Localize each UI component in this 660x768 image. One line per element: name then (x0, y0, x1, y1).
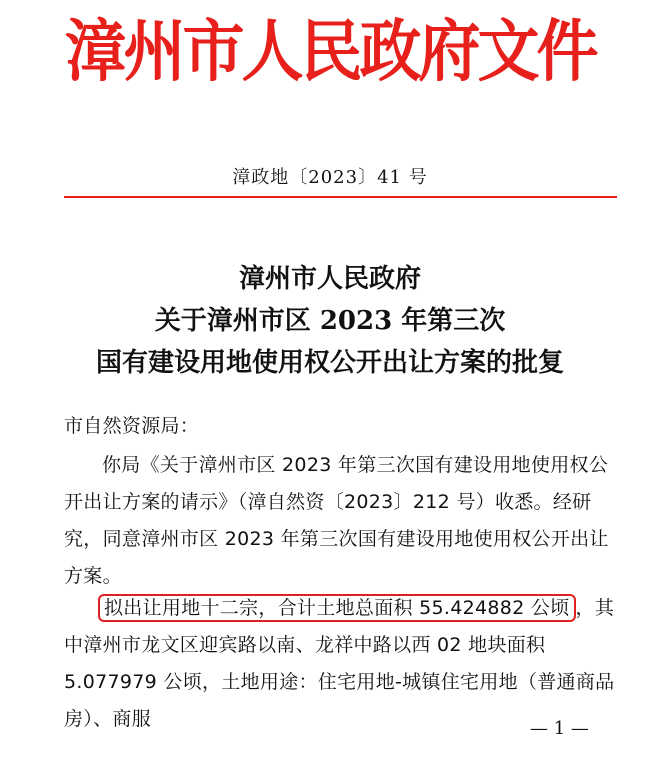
addressee (64, 408, 624, 445)
addressee-text: 市自然资源局： (64, 415, 200, 437)
title-line-2: 关于漳州市区 2023 年第三次 (154, 306, 506, 336)
document-masthead: 漳州市人民政府文件 (64, 12, 596, 91)
paragraph-1-text: 你局《关于漳州市区 2023 年第三次国有建设用地使用权公开出让方案的请示》（漳自然资〔2023〕212 号）收悉。经研究，同意漳州市区 2023 年第三次国有建设用地使用权公开出让方案。 (64, 454, 609, 587)
red-divider-line (64, 196, 617, 198)
paragraph-2 (64, 590, 624, 738)
paragraph-2-text: ，其中漳州市龙文区迎宾路以南、龙祥中路以西 02 地块面积 5.077979 公顷，土地用途：住宅用地-城镇住宅用地（普通商品房）、商服 (64, 597, 615, 730)
title-line-3: 国有建设用地使用权公开出让方案的批复 (95, 348, 564, 378)
title-line-1: 漳州市人民政府 (238, 264, 421, 294)
highlighted-land-total: 拟出让用地十二宗，合计土地总面积 55.424882 公顷 (98, 594, 576, 622)
document-number: 漳政地〔2023〕41 号 (232, 167, 428, 188)
page-number: — 1 — (530, 718, 589, 739)
paragraph-1 (64, 447, 624, 595)
